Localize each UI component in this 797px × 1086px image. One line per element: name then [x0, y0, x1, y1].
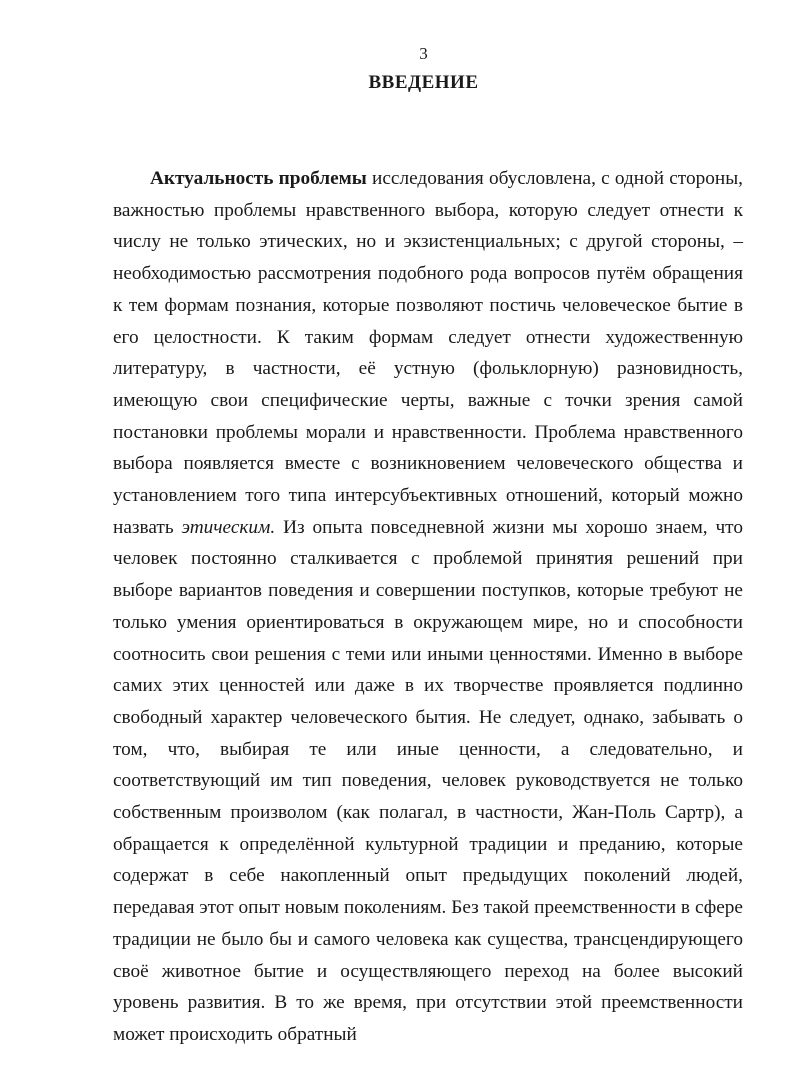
body-paragraph [113, 163, 743, 1051]
paragraph-text-part-1: исследования обусловлена, с одной стороны, важностью проблемы нравственного выбора, которую следует отнести к числу не только этических, но и экзистенциальных; с другой стороны, – необходимостью рассмотрения подобного рода вопросов путём обращения к тем формам познания, которые позволяют постичь человеческое бытие в его целостности. К таким формам следует отнести художественную литературу, в частности, её устную (фольклорную) разновидность, имеющую свои специфические черты, важные с точки зрения самой постановки проблемы морали и нравственности. Проблема нравственного выбора появляется вместе с возникновением человеческого общества и установлением того типа интерсубъективных отношений, который можно назвать [113, 168, 743, 538]
page-title: ВВЕДЕНИЕ [368, 72, 479, 93]
lead-bold-phrase: Актуальность проблемы [150, 168, 367, 189]
page-number: 3 [419, 44, 428, 63]
italic-term: этическим. [181, 516, 276, 538]
paragraph-text-part-2: Из опыта повседневной жизни мы хорошо знаем, что человек постоянно сталкивается с проблемой принятия решений при выборе вариантов поведения и совершении поступков, которые требуют не только умения ориентироваться в окружающем мире, но и способности соотносить свои решения с теми или иными ценностями. Именно в выборе самих этих ценностей или даже в их творчестве проявляется подлинно свободный характер человеческого бытия. Не следует, однако, забывать о том, что, выбирая те или иные ценности, а следовательно, и соответствующий им тип поведения, человек руководствуется не только собственным произволом (как полагал, в частности, Жан-Поль Сартр), а обращается к определённой культурной традиции и преданию, которые содержат в себе накопленный опыт предыдущих поколений людей, передавая этот опыт новым поколениям. Без такой преемственности в сфере традиции не было бы и самого человека как существа, трансцендирующего своё животное бытие и осуществляющего переход на более высокий уровень развития. В то же время, при отсутствии этой преемственности может происходить обратный [113, 516, 743, 1045]
